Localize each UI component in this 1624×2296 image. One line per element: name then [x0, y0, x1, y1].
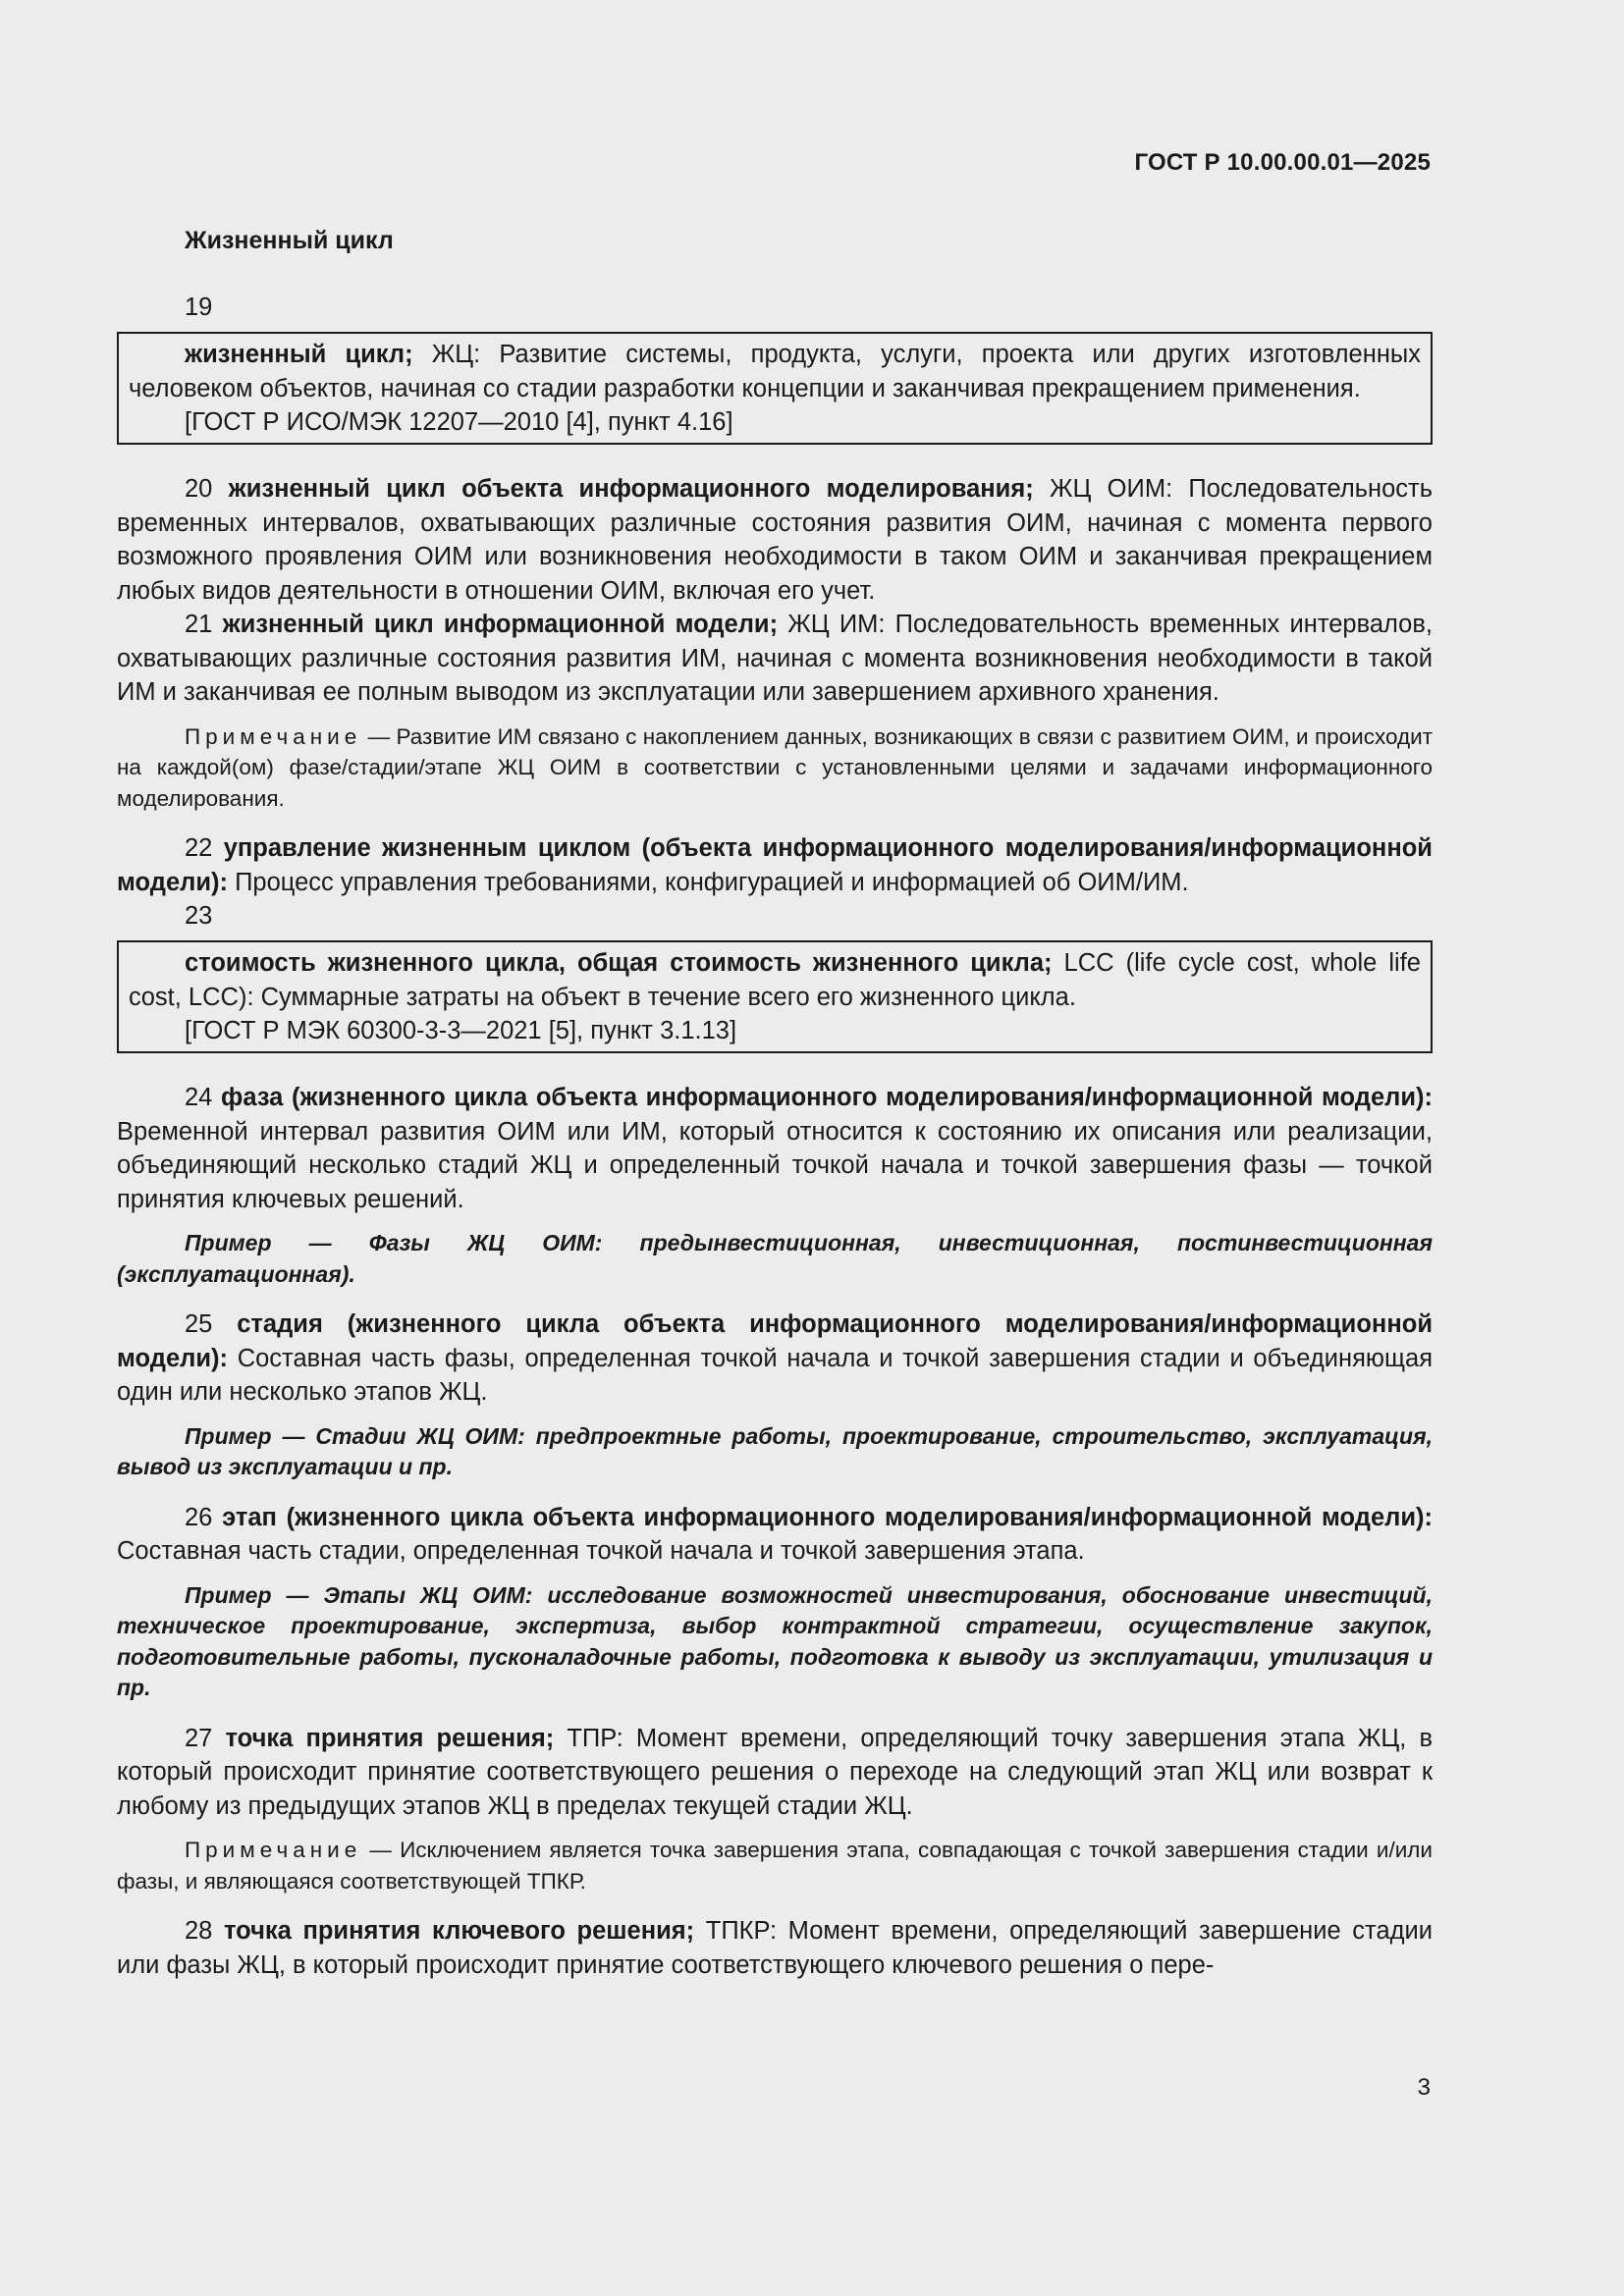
document-code-header: ГОСТ Р 10.00.00.01—2025 — [1134, 149, 1431, 176]
term-number: 26 — [185, 1503, 213, 1531]
term-number: 25 — [185, 1310, 213, 1338]
term-definition: Временной интервал развития ОИМ или ИМ, который относится к состоянию их описания или реализации, объединяющий несколько стадий ЖЦ и определенный точкой начала и точкой завершения фазы — точкой принятия ключевых решений. — [117, 1117, 1433, 1213]
term-definition: Составная часть стадии, определенная точкой начала и точкой завершения этапа. — [117, 1537, 1085, 1565]
term-number-19: 19 — [185, 294, 213, 321]
term-definition: Процесс управления требованиями, конфигурацией и информацией об ОИМ/ИМ. — [228, 868, 1189, 896]
term-name: точка принятия ключевого решения; — [224, 1917, 695, 1945]
term-box-23 — [117, 940, 1433, 1053]
term-number: 24 — [185, 1084, 213, 1111]
note-27 — [117, 1835, 1433, 1896]
section-title: Жизненный цикл — [185, 227, 394, 254]
term-number: 20 — [185, 475, 213, 503]
term-entry-27 — [117, 1722, 1433, 1824]
term-name: жизненный цикл информационной модели; — [222, 611, 779, 638]
example-26: Пример — Этапы ЖЦ ОИМ: исследование возможностей инвестирования, обоснование инвестиций, техническое проектирование, экспертиза, выбор контрактной стратегии, осуществление закупок, подготовительные работы, пусконаладочные работы, подготовка к выводу из эксплуатации, утилизация и пр. — [117, 1581, 1433, 1700]
note-21 — [117, 721, 1433, 815]
note-text: — Развитие ИМ связано с накоплением данных, возникающих в связи с развитием ОИМ, и происходит на каждой(ом) фазе/стадии/этапе ЖЦ ОИМ в соответствии с установленными целями и задачами информационного моделирования. — [117, 723, 1433, 811]
term-entry-26 — [117, 1501, 1433, 1569]
term-entry-20 — [117, 472, 1433, 608]
term-number: 21 — [185, 611, 213, 638]
term-name: фаза (жизненного цикла объекта информационного моделирования/информационной модели): — [221, 1084, 1434, 1111]
term-definition: ТПКР: Момент времени, определяющий завершение стадии или фазы ЖЦ, в который происходит принятие соответствующего ключевого решения о пере- — [117, 1917, 1433, 1979]
term-entry-24 — [117, 1081, 1433, 1216]
term-entry-21 — [117, 608, 1433, 710]
term-name: жизненный цикл объекта информационного моделирования; — [228, 475, 1034, 503]
term-entry-28 — [117, 1914, 1433, 1982]
term-name: жизненный цикл; — [185, 341, 413, 368]
term-number: 27 — [185, 1724, 213, 1752]
term-entry-22 — [117, 831, 1433, 899]
term-source-23: [ГОСТ Р МЭК 60300-3-3—2021 [5], пункт 3.1.13] — [185, 1017, 737, 1044]
term-definition: ЖЦ: Развитие системы, продукта, услуги, проекта или других изготовленных человеком объектов, начиная со стадии разработки концепции и заканчивая прекращением применения. — [129, 341, 1421, 402]
term-name: стоимость жизненного цикла, общая стоимость жизненного цикла; — [185, 949, 1053, 977]
term-definition: ЖЦ ОИМ: Последовательность временных интервалов, охватывающих различные состояния развития ОИМ, начиная с момента первого возможного проявления ОИМ или возникновения необходимости в таком ОИМ и заканчивая прекращением любых видов деятельности в отношении ОИМ, включая его учет. — [117, 475, 1433, 605]
note-text: — Исключением является точка завершения этапа, совпадающая с точкой завершения стадии и/или фазы, и являющаяся соответствующей ТПКР. — [117, 1838, 1433, 1894]
term-definition: Составная часть фазы, определенная точкой начала и точкой завершения стадии и объединяющая один или несколько этапов ЖЦ. — [117, 1344, 1433, 1406]
term-definition: ЖЦ ИМ: Последовательность временных интервалов, охватывающих различные состояния развития ИМ, начиная с момента возникновения необходимости в такой ИМ и заканчивая ее полным выводом из эксплуатации или завершением архивного хранения. — [117, 611, 1433, 706]
term-name: точка принятия решения; — [225, 1724, 555, 1752]
term-name: этап (жизненного цикла объекта информационного моделирования/информационной модели): — [222, 1503, 1433, 1531]
note-label: Примечание — [185, 1838, 362, 1862]
term-number-23: 23 — [185, 902, 213, 930]
term-entry-23 — [129, 946, 1421, 1014]
term-entry-19 — [129, 338, 1421, 405]
term-entry-25 — [117, 1308, 1433, 1410]
term-number: 22 — [185, 834, 213, 862]
note-label: Примечание — [185, 723, 362, 749]
example-24: Пример — Фазы ЖЦ ОИМ: предынвестиционная, инвестиционная, постинвестиционная (эксплуатационная). — [117, 1230, 1433, 1287]
page-number: 3 — [1417, 2074, 1431, 2101]
term-source-19: [ГОСТ Р ИСО/МЭК 12207—2010 [4], пункт 4.16] — [185, 408, 733, 436]
term-name: стадия (жизненного цикла объекта информационного моделирования/информационной модели): — [117, 1310, 1433, 1372]
term-box-19 — [117, 332, 1433, 445]
term-name: управление жизненным циклом (объекта информационного моделирования/информационной модели): — [117, 834, 1433, 896]
terms-content — [117, 291, 1433, 1982]
term-definition: LCC (life cycle cost, whole life cost, LCC): Суммарные затраты на объект в течение всего его жизненного цикла. — [129, 949, 1421, 1011]
term-definition: ТПР: Момент времени, определяющий точку завершения этапа ЖЦ, в который происходит принятие соответствующего решения о переходе на следующий этап ЖЦ или возврат к любому из предыдущих этапов ЖЦ в пределах текущей стадии ЖЦ. — [117, 1724, 1434, 1820]
example-25: Пример — Стадии ЖЦ ОИМ: предпроектные работы, проектирование, строительство, эксплуатация, вывод из эксплуатации и пр. — [117, 1422, 1433, 1479]
term-number: 28 — [185, 1917, 213, 1945]
